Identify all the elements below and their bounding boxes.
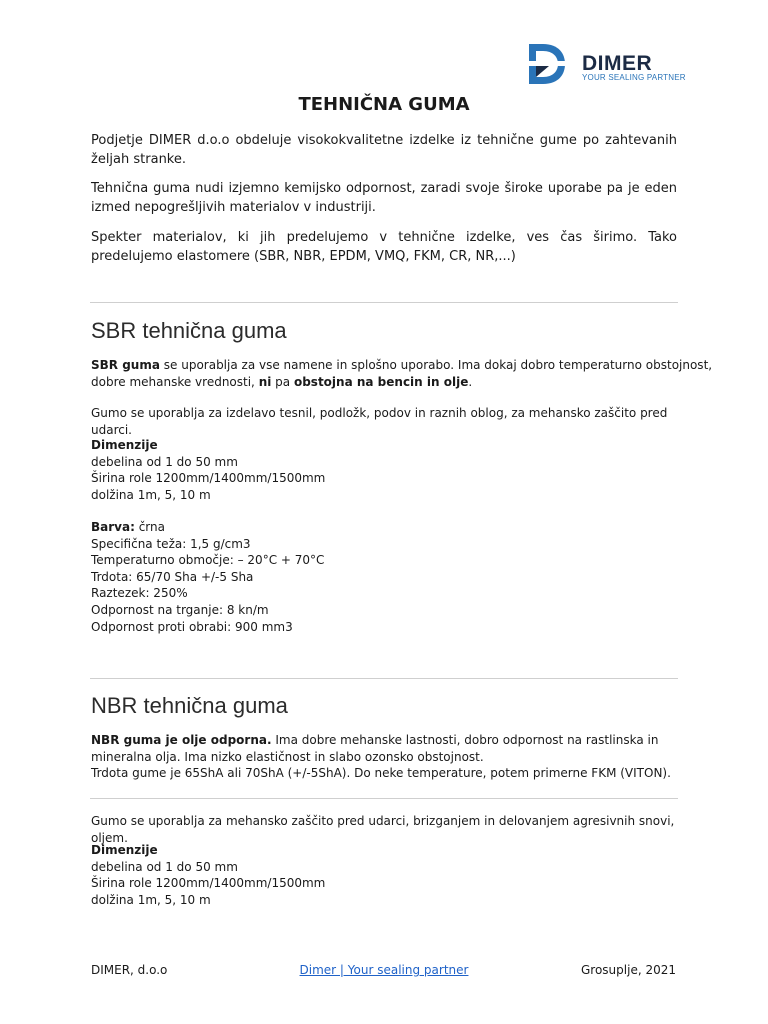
- logo-tagline: YOUR SEALING PARTNER: [582, 73, 686, 82]
- sbr-dimension-item: Širina role 1200mm/1400mm/1500mm: [91, 471, 326, 486]
- intro-paragraph: Tehnična guma nudi izjemno kemijsko odpornost, zaradi svoje široke uporabe pa je eden izmed nepogrešljivih materialov v industriji.: [91, 181, 677, 215]
- sbr-color-label: Barva:: [91, 520, 135, 534]
- footer-website-link[interactable]: Dimer | Your sealing partner: [299, 963, 469, 977]
- section-divider: [90, 798, 678, 799]
- sbr-description: [91, 357, 713, 390]
- nbr-desc-text: Ima dobre mehanske lastnosti, dobro odpornost na rastlinska in: [271, 733, 659, 747]
- sbr-desc-text: .: [468, 374, 473, 389]
- sbr-property: Temperaturno območje: – 20°C + 70°C: [91, 553, 325, 568]
- nbr-section-heading: NBR tehnična guma: [91, 693, 288, 718]
- document-title: TEHNIČNA GUMA: [298, 94, 470, 115]
- sbr-property: Odpornost na trganje: 8 kn/m: [91, 602, 269, 617]
- sbr-term: SBR guma: [91, 358, 160, 372]
- sbr-property: Raztezek: 250%: [91, 586, 188, 601]
- footer-company: DIMER, d.o.o: [91, 963, 168, 977]
- nbr-dimension-item: dolžina 1m, 5, 10 m: [91, 892, 211, 907]
- nbr-desc-text: Trdota gume je 65ShA ali 70ShA (+/-5ShA). Do neke temperature, potem primerne FKM (VITON).: [91, 766, 671, 781]
- sbr-desc-emphasis: ni: [258, 374, 272, 389]
- nbr-term: NBR guma je olje odporna.: [91, 733, 272, 747]
- sbr-property: Odpornost proti obrabi: 900 mm3: [91, 619, 293, 634]
- sbr-properties: [91, 519, 681, 635]
- nbr-dimension-item: Širina role 1200mm/1400mm/1500mm: [91, 876, 326, 891]
- sbr-property: Specifična teža: 1,5 g/cm3: [91, 536, 251, 551]
- sbr-desc-text: pa: [271, 374, 294, 389]
- sbr-desc-text: dobre mehanske vrednosti,: [91, 374, 259, 389]
- nbr-usage: Gumo se uporablja za mehansko zaščito pred udarci, brizganjem in delovanjem agresivnih snovi, oljem.: [91, 814, 675, 845]
- intro-paragraph: Podjetje DIMER d.o.o obdeluje visokokvalitetne izdelke iz tehnične gume po zahtevanih željah stranke.: [91, 133, 677, 167]
- nbr-desc-text: mineralna olja. Ima nizko elastičnost in slabo ozonsko obstojnost.: [91, 749, 484, 764]
- intro-paragraph: Spekter materialov, ki jih predelujemo v tehnične izdelke, ves čas širimo. Tako predelujemo elastomere (SBR, NBR, EPDM, VMQ, FKM, CR, NR,...): [91, 230, 677, 264]
- sbr-desc-emphasis: obstojna na bencin in olje: [293, 374, 469, 389]
- nbr-description: [91, 732, 681, 782]
- sbr-dimension-item: dolžina 1m, 5, 10 m: [91, 487, 211, 502]
- nbr-dimensions-label: Dimenzije: [91, 843, 158, 857]
- section-divider: [90, 302, 678, 303]
- nbr-dimension-item: debelina od 1 do 50 mm: [91, 859, 238, 874]
- sbr-dimensions: [91, 437, 681, 503]
- sbr-property: Trdota: 65/70 Sha +/-5 Sha: [91, 569, 254, 584]
- sbr-usage: Gumo se uporablja za izdelavo tesnil, podložk, podov in raznih oblog, za mehansko zaščito pred udarci.: [91, 406, 668, 437]
- section-divider: [90, 678, 678, 679]
- sbr-desc-text: se uporablja za vse namene in splošno uporabo. Ima dokaj dobro temperaturno obstojnost,: [159, 358, 713, 372]
- nbr-dimensions: [91, 842, 681, 908]
- logo-wordmark: DIMER: [582, 52, 653, 75]
- sbr-color-value: črna: [134, 520, 165, 534]
- sbr-section-heading: SBR tehnična guma: [91, 318, 287, 343]
- dimer-logo-icon: [527, 42, 567, 86]
- sbr-dimension-item: debelina od 1 do 50 mm: [91, 454, 238, 469]
- footer-place-date: Grosuplje, 2021: [580, 963, 676, 977]
- sbr-dimensions-label: Dimenzije: [91, 438, 158, 452]
